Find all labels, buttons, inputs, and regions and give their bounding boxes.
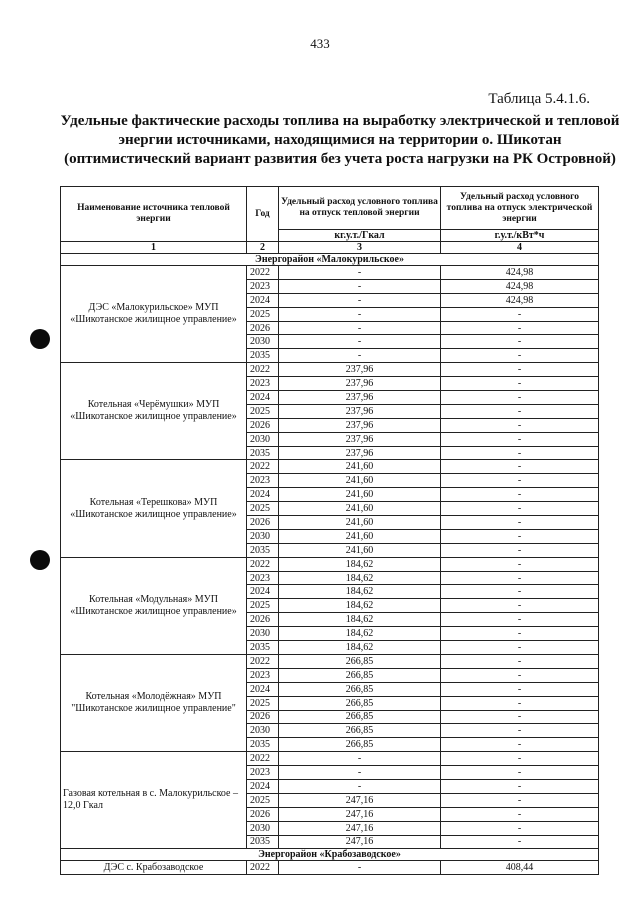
year-cell: 2030 xyxy=(247,335,279,349)
year-cell: 2024 xyxy=(247,293,279,307)
source-name: Котельная «Терешкова» МУП «Шикотанское жилищное управление» xyxy=(61,460,247,557)
page-number: 433 xyxy=(310,36,330,51)
region-row xyxy=(61,849,599,861)
electric-value-cell: - xyxy=(441,363,599,377)
source-name: Газовая котельная в с. Малокурильское – 12,0 Гкал xyxy=(61,752,247,849)
electric-value-cell: - xyxy=(441,752,599,766)
year-cell: 2026 xyxy=(247,321,279,335)
table-row xyxy=(61,460,599,474)
heat-value-cell: - xyxy=(279,766,441,780)
electric-value-cell: - xyxy=(441,835,599,849)
heat-value-cell: 241,60 xyxy=(279,543,441,557)
electric-value-cell: - xyxy=(441,821,599,835)
year-cell: 2026 xyxy=(247,710,279,724)
col-number-3: 3 xyxy=(279,242,441,254)
year-cell: 2035 xyxy=(247,835,279,849)
heat-value-cell: 247,16 xyxy=(279,793,441,807)
heat-value-cell: - xyxy=(279,752,441,766)
heat-value-cell: 237,96 xyxy=(279,446,441,460)
heat-value-cell: 241,60 xyxy=(279,502,441,516)
source-name: Котельная «Молодёжная» МУП "Шикотанское жилищное управление" xyxy=(61,654,247,751)
table-label: Таблица 5.4.1.6. xyxy=(488,91,590,107)
year-cell: 2022 xyxy=(247,363,279,377)
heat-value-cell: 241,60 xyxy=(279,474,441,488)
electric-value-cell: - xyxy=(441,488,599,502)
binder-hole-bottom xyxy=(30,550,50,570)
table-row xyxy=(61,861,599,875)
electric-value-cell: - xyxy=(441,516,599,530)
electric-value-cell: - xyxy=(441,627,599,641)
year-cell: 2022 xyxy=(247,266,279,280)
electric-value-cell: - xyxy=(441,474,599,488)
electric-value-cell: - xyxy=(441,446,599,460)
electric-value-cell: - xyxy=(441,710,599,724)
heat-value-cell: 241,60 xyxy=(279,488,441,502)
col-number-1: 1 xyxy=(61,242,247,254)
electric-value-cell: 408,44 xyxy=(441,861,599,875)
table-body xyxy=(61,254,599,875)
electric-value-cell: - xyxy=(441,779,599,793)
electric-value-cell: - xyxy=(441,377,599,391)
region-row xyxy=(61,254,599,266)
heat-value-cell: - xyxy=(279,349,441,363)
electric-value-cell: - xyxy=(441,391,599,405)
electric-value-cell: - xyxy=(441,613,599,627)
heat-value-cell: 241,60 xyxy=(279,460,441,474)
heat-value-cell: 266,85 xyxy=(279,738,441,752)
table-row xyxy=(61,557,599,571)
heat-value-cell: 266,85 xyxy=(279,710,441,724)
year-cell: 2022 xyxy=(247,654,279,668)
year-cell: 2023 xyxy=(247,571,279,585)
electric-value-cell: - xyxy=(441,571,599,585)
year-cell: 2025 xyxy=(247,696,279,710)
heat-value-cell: 184,62 xyxy=(279,571,441,585)
fuel-consumption-table xyxy=(60,186,599,875)
heat-value-cell: 184,62 xyxy=(279,599,441,613)
unit-heat: кг.у.т./Гкал xyxy=(279,230,441,242)
heat-value-cell: - xyxy=(279,861,441,875)
heat-value-cell: 237,96 xyxy=(279,404,441,418)
source-name: Котельная «Черёмушки» МУП «Шикотанское жилищное управление» xyxy=(61,363,247,460)
electric-value-cell: - xyxy=(441,682,599,696)
year-cell: 2025 xyxy=(247,599,279,613)
electric-value-cell: - xyxy=(441,460,599,474)
electric-value-cell: 424,98 xyxy=(441,293,599,307)
year-cell: 2026 xyxy=(247,613,279,627)
heat-value-cell: 247,16 xyxy=(279,807,441,821)
heat-value-cell: 184,62 xyxy=(279,627,441,641)
heat-value-cell: 184,62 xyxy=(279,641,441,655)
year-cell: 2030 xyxy=(247,529,279,543)
heat-value-cell: 237,96 xyxy=(279,432,441,446)
electric-value-cell: - xyxy=(441,738,599,752)
year-cell: 2026 xyxy=(247,516,279,530)
heat-value-cell: 237,96 xyxy=(279,418,441,432)
year-cell: 2024 xyxy=(247,585,279,599)
electric-value-cell: - xyxy=(441,585,599,599)
year-cell: 2023 xyxy=(247,279,279,293)
source-name: Котельная «Модульная» МУП «Шикотанское жилищное управление» xyxy=(61,557,247,654)
region-name: Энергорайон «Крабозаводское» xyxy=(61,849,599,861)
unit-electric: г.у.т./кВт*ч xyxy=(441,230,599,242)
heat-value-cell: 184,62 xyxy=(279,613,441,627)
year-cell: 2024 xyxy=(247,682,279,696)
heat-value-cell: 237,96 xyxy=(279,377,441,391)
col-header-heat: Удельный расход условного топлива на отпуск тепловой энергии xyxy=(279,187,441,230)
year-cell: 2023 xyxy=(247,668,279,682)
year-cell: 2022 xyxy=(247,752,279,766)
heat-value-cell: - xyxy=(279,307,441,321)
heat-value-cell: 237,96 xyxy=(279,391,441,405)
electric-value-cell: - xyxy=(441,418,599,432)
electric-value-cell: - xyxy=(441,793,599,807)
heat-value-cell: - xyxy=(279,335,441,349)
year-cell: 2024 xyxy=(247,779,279,793)
heat-value-cell: 266,85 xyxy=(279,724,441,738)
year-cell: 2023 xyxy=(247,377,279,391)
heat-value-cell: 266,85 xyxy=(279,696,441,710)
year-cell: 2025 xyxy=(247,793,279,807)
col-number-2: 2 xyxy=(247,242,279,254)
year-cell: 2024 xyxy=(247,391,279,405)
year-cell: 2030 xyxy=(247,432,279,446)
electric-value-cell: 424,98 xyxy=(441,279,599,293)
electric-value-cell: - xyxy=(441,502,599,516)
electric-value-cell: - xyxy=(441,404,599,418)
year-cell: 2023 xyxy=(247,766,279,780)
electric-value-cell: - xyxy=(441,807,599,821)
heat-value-cell: - xyxy=(279,293,441,307)
heat-value-cell: 237,96 xyxy=(279,363,441,377)
table-row xyxy=(61,752,599,766)
year-cell: 2025 xyxy=(247,307,279,321)
heat-value-cell: 184,62 xyxy=(279,585,441,599)
heat-value-cell: 241,60 xyxy=(279,529,441,543)
electric-value-cell: - xyxy=(441,349,599,363)
electric-value-cell: - xyxy=(441,321,599,335)
heat-value-cell: 266,85 xyxy=(279,654,441,668)
electric-value-cell: - xyxy=(441,724,599,738)
year-cell: 2026 xyxy=(247,418,279,432)
electric-value-cell: - xyxy=(441,307,599,321)
electric-value-cell: - xyxy=(441,641,599,655)
region-name: Энергорайон «Малокурильское» xyxy=(61,254,599,266)
year-cell: 2035 xyxy=(247,543,279,557)
col-header-year: Год xyxy=(247,187,279,242)
heat-value-cell: 247,16 xyxy=(279,821,441,835)
electric-value-cell: - xyxy=(441,654,599,668)
heat-value-cell: 266,85 xyxy=(279,682,441,696)
electric-value-cell: - xyxy=(441,529,599,543)
heat-value-cell: - xyxy=(279,279,441,293)
col-header-electric: Удельный расход условного топлива на отпуск электрической энергии xyxy=(441,187,599,230)
electric-value-cell: 424,98 xyxy=(441,266,599,280)
source-name: ДЭС «Малокурильское» МУП «Шикотанское жилищное управление» xyxy=(61,266,247,363)
year-cell: 2030 xyxy=(247,627,279,641)
electric-value-cell: - xyxy=(441,543,599,557)
electric-value-cell: - xyxy=(441,696,599,710)
year-cell: 2030 xyxy=(247,821,279,835)
electric-value-cell: - xyxy=(441,557,599,571)
electric-value-cell: - xyxy=(441,766,599,780)
source-name: ДЭС с. Крабозаводское xyxy=(61,861,247,875)
electric-value-cell: - xyxy=(441,668,599,682)
heat-value-cell: - xyxy=(279,779,441,793)
year-cell: 2035 xyxy=(247,349,279,363)
col-number-4: 4 xyxy=(441,242,599,254)
electric-value-cell: - xyxy=(441,335,599,349)
table-row xyxy=(61,363,599,377)
year-cell: 2025 xyxy=(247,404,279,418)
year-cell: 2022 xyxy=(247,861,279,875)
electric-value-cell: - xyxy=(441,599,599,613)
electric-value-cell: - xyxy=(441,432,599,446)
heat-value-cell: 247,16 xyxy=(279,835,441,849)
table-row xyxy=(61,654,599,668)
heat-value-cell: - xyxy=(279,266,441,280)
year-cell: 2035 xyxy=(247,641,279,655)
year-cell: 2023 xyxy=(247,474,279,488)
binder-hole-top xyxy=(30,329,50,349)
year-cell: 2035 xyxy=(247,446,279,460)
year-cell: 2035 xyxy=(247,738,279,752)
table-row xyxy=(61,266,599,280)
heat-value-cell: - xyxy=(279,321,441,335)
year-cell: 2024 xyxy=(247,488,279,502)
heat-value-cell: 241,60 xyxy=(279,516,441,530)
year-cell: 2022 xyxy=(247,557,279,571)
table-title: Удельные фактические расходы топлива на выработку электрической и тепловой энергии источниками, находящимися на территории о. Шикотан (оптимистический вариант развития без учета роста нагрузки на РК Островной) xyxy=(60,113,620,167)
col-header-source: Наименование источника тепловой энергии xyxy=(61,187,247,242)
year-cell: 2022 xyxy=(247,460,279,474)
year-cell: 2026 xyxy=(247,807,279,821)
year-cell: 2030 xyxy=(247,724,279,738)
year-cell: 2025 xyxy=(247,502,279,516)
heat-value-cell: 184,62 xyxy=(279,557,441,571)
heat-value-cell: 266,85 xyxy=(279,668,441,682)
